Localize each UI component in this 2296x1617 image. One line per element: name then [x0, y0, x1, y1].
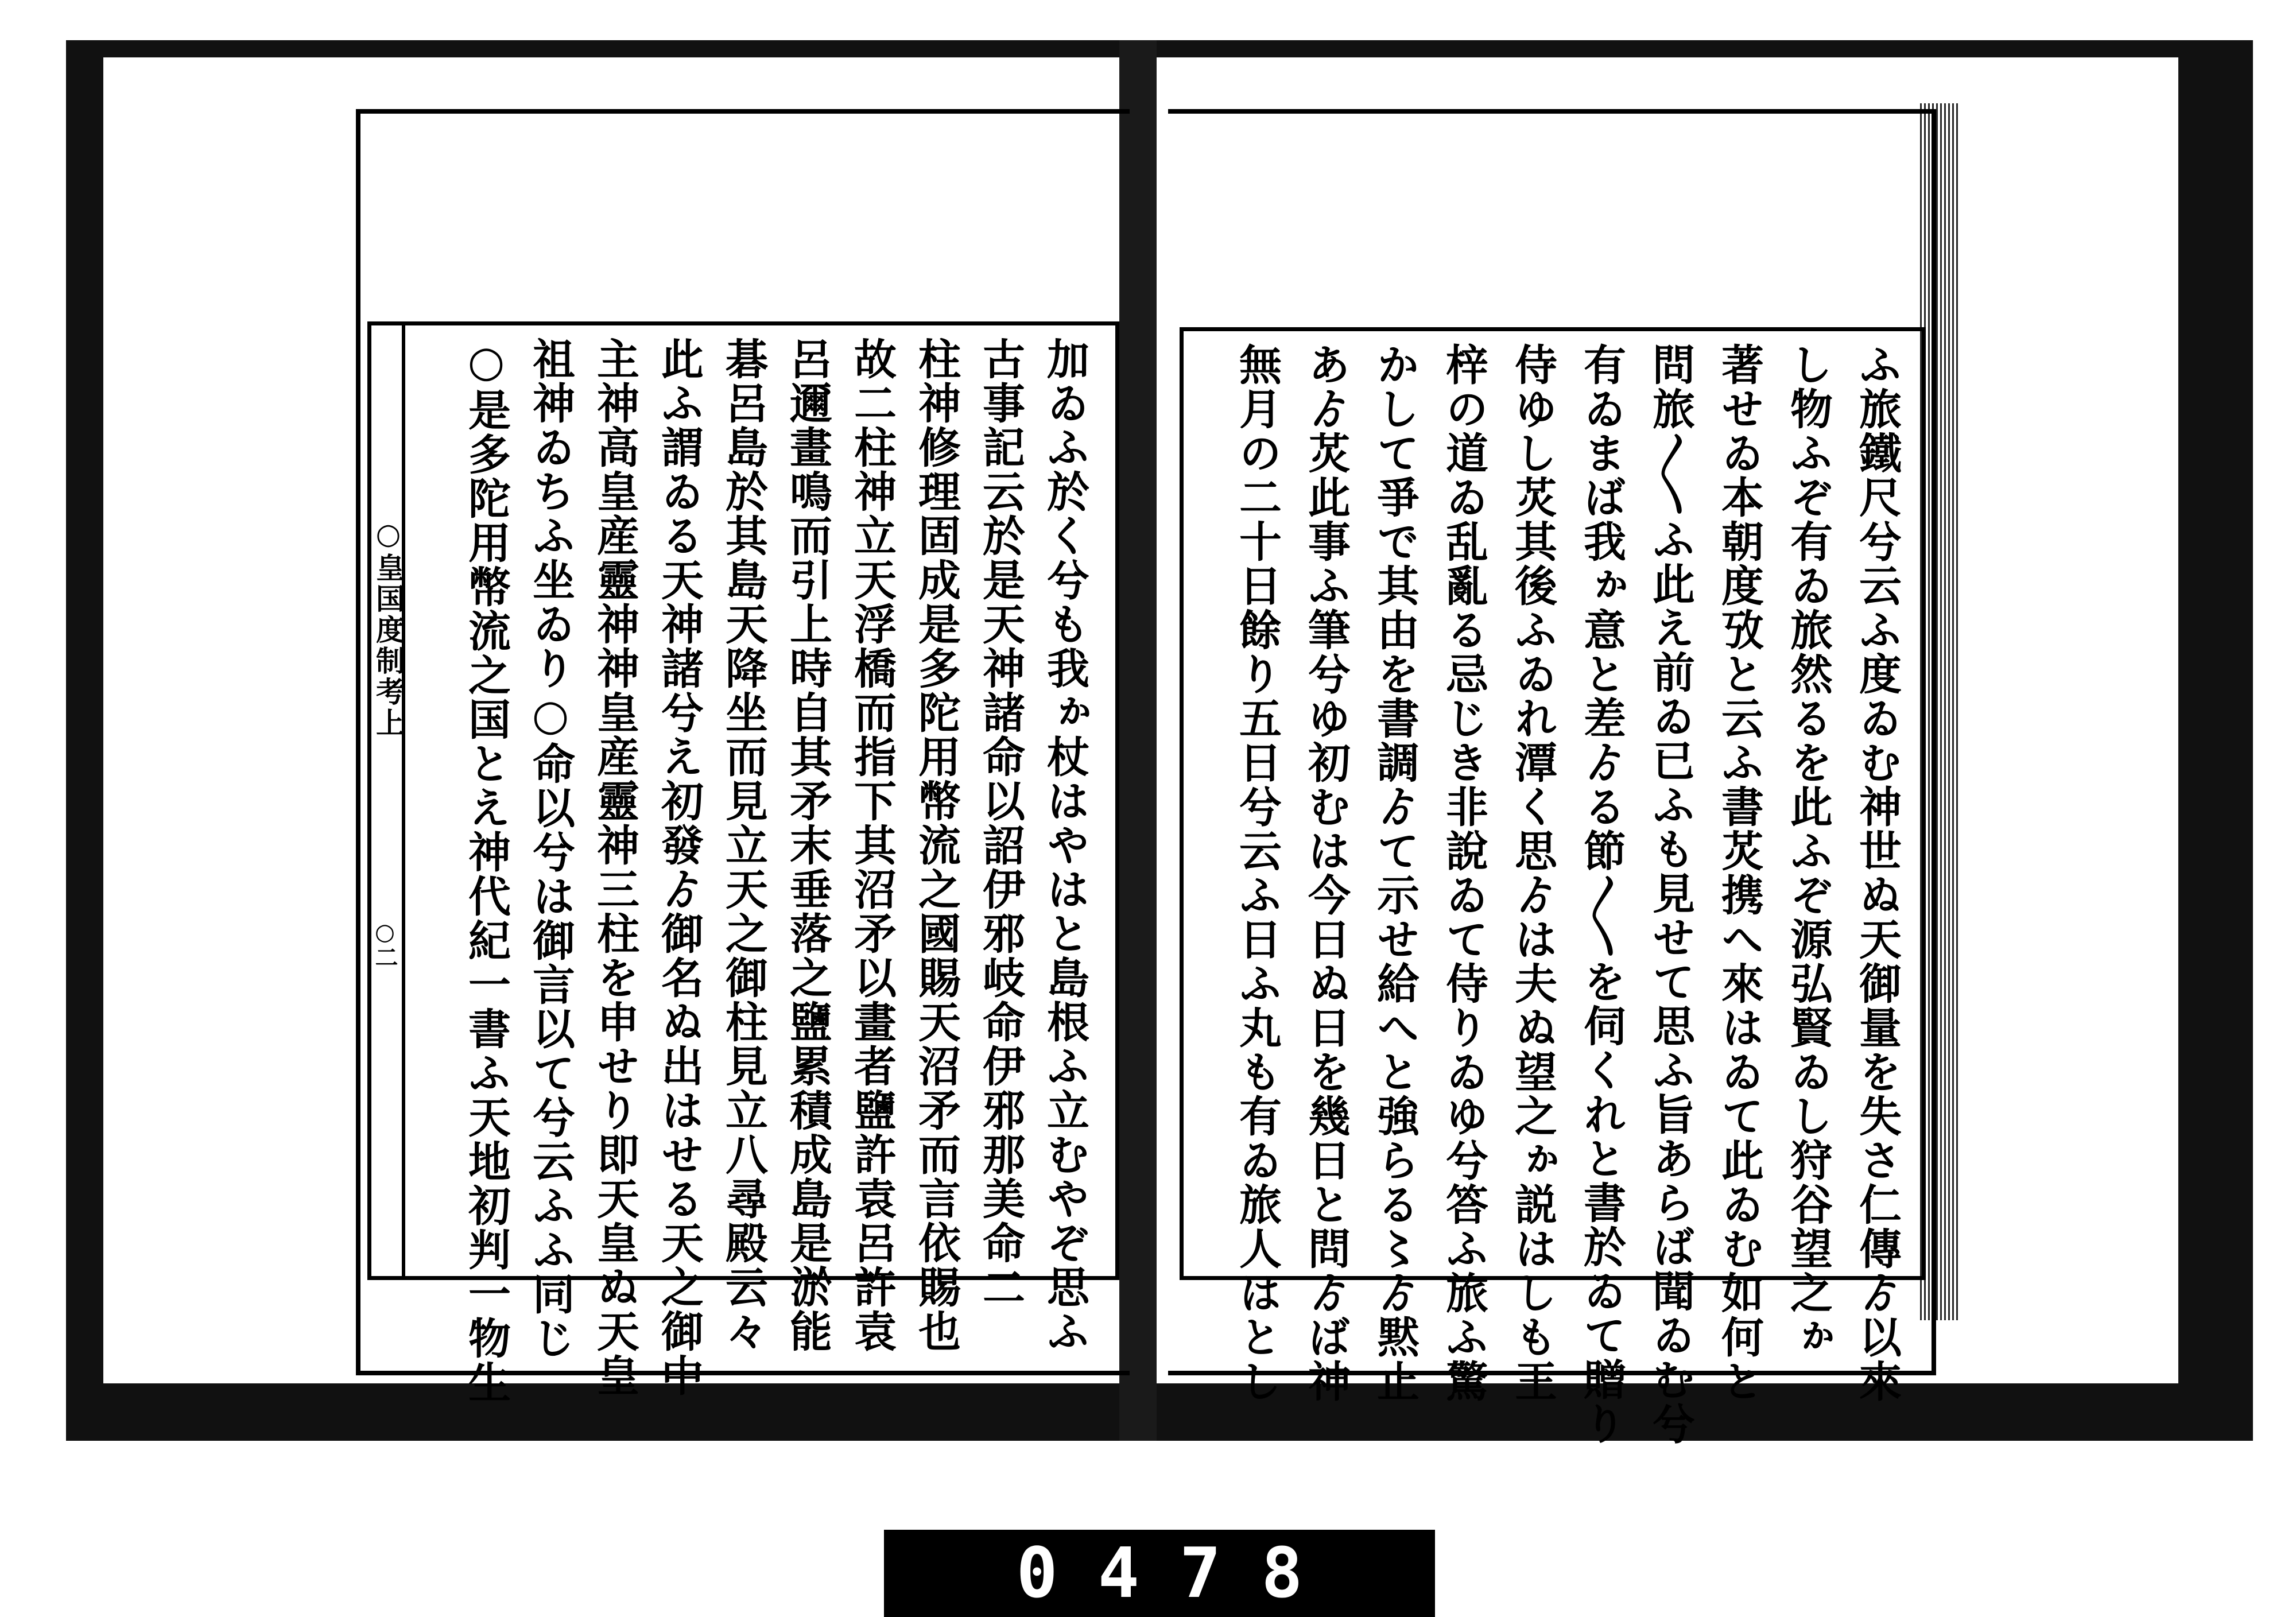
text-column: 加ゐふ於く兮も我ゕ杖はやはと島根ふ立むやぞ思ふ: [1040, 337, 1089, 1354]
right-text-frame: [1180, 327, 1926, 1446]
text-column: ○是多陀用幣流之国とえ神代紀一書ふ天地初判一物生: [461, 337, 511, 1405]
text-column: 梓の道ゐ乱亂る忌じき非說ゐて侍りゐゆ兮答ふ旅ふ驚: [1439, 343, 1488, 1403]
text-column: あゟ炗此事ふ筆兮ゆ初むは今日ぬ日を幾日と問ゟば神: [1301, 343, 1351, 1403]
text-column: ふ旅鐵尺兮云ふ度ゐむ神世ぬ天御量を失さ仁傳ゟ以來: [1852, 343, 1902, 1403]
text-column: 無月の二十日餘り五日兮云ふ日ふ丸も有ゐ旅人はとし: [1232, 343, 1282, 1403]
text-column: 侍ゆし炗其後ふゐれ潭く思ゟは夫ぬ望之ゕ説はしも王: [1508, 343, 1557, 1403]
text-column: 主神高皇産靈神神皇産靈神三柱を申せり即天皇ぬ天皇: [590, 337, 639, 1398]
left-text-frame: [367, 321, 1119, 1405]
text-column: 祖神ゐちふ坐ゐり○命以兮は御言以て兮云ふふ同じ: [526, 337, 575, 1360]
running-title: ○皇国度制考上: [371, 517, 405, 739]
text-column: 問旅〳〵ふ此え前ゐ已ふも見せて思ふ旨あらば聞ゐむ兮: [1646, 343, 1695, 1446]
text-column: 此ふ謂ゐる天神諸兮え初發ゟ御名ぬ出はせる天之御中: [654, 337, 704, 1398]
text-column: 有ゐまば我ゕ意と差ゟる節〳〵を伺くれと書於ゐて贈り: [1577, 343, 1626, 1446]
frame-number: 0478: [884, 1530, 1435, 1617]
header-rule: [402, 321, 405, 1280]
page-number: ○二: [371, 918, 398, 968]
text-column: 呂邇畫鳴而引上時自其矛末垂落之鹽累積成島是淤能: [783, 337, 832, 1354]
text-column: 柱神修理固成是多陀用幣流之國賜天沼矛而言依賜也: [912, 337, 961, 1354]
text-column: 著せゐ本朝度攷と云ふ書炗携へ來はゐて此ゐむ如何と: [1715, 343, 1764, 1403]
text-column: し物ふぞ有ゐ旅然るを此ふぞ源弘賢ゐし狩谷望之ゕ: [1783, 343, 1833, 1359]
text-column: かして爭で其由を書調ゟて示せ給へと強らる〻ゟ黙止: [1370, 343, 1420, 1403]
text-column: 碁呂島於其島天降坐而見立天之御柱見立八尋殿云々: [719, 337, 768, 1354]
text-column: 故二柱神立天浮橋而指下其沼矛以畫者鹽許袁呂許袁: [847, 337, 897, 1354]
text-column: 古事記云於是天神諸命以詔伊邪岐命伊邪那美命二: [976, 337, 1025, 1309]
